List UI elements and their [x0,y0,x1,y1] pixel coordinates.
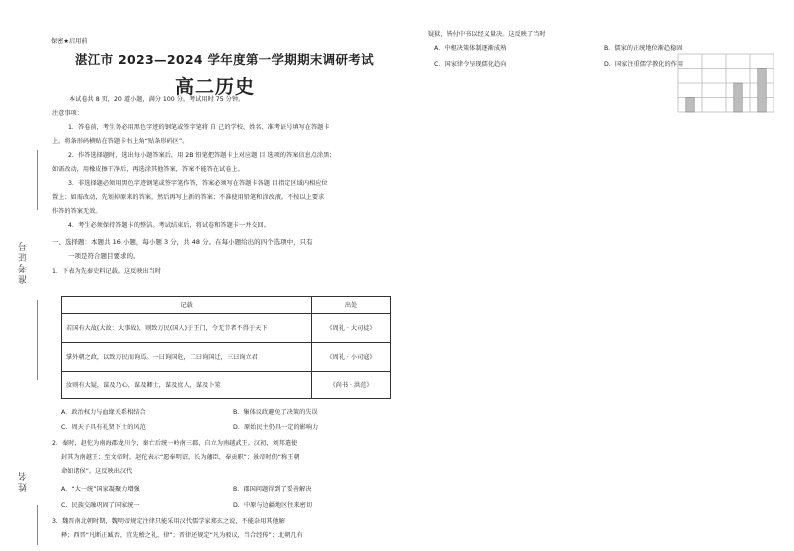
note-line: 如需改动，用橡皮擦干净后，再选涂其他答案，答案不能答在试卷上。 [52,166,244,173]
q3-option-a: A．中枢决策体制逐渐成熟 [434,45,507,52]
note-line: 置上；如需改动，先划掉原来的答案，然后再写上新的答案；不准使用铅笔和涂改液。不按以上要求 [52,194,325,201]
q3-option-b: B．儒家的正统地位渐趋稳固 [604,45,683,52]
section-heading: 一、选择题：本题共 16 小题，每小题 3 分，共 48 分。在每小题给出的四个选项中，只有 [52,238,313,246]
note-line: 3．非选择题必须用黑色字迹钢笔或签字笔作答，答案必须写在答题卡各题 目指定区域内相应位 [68,180,328,187]
q2-stem-line: 命如诸侯”。这反映出汉代 [61,468,133,475]
note-line: 上。将条形码横贴在答题卡右上角“贴条形码区”。 [52,138,189,145]
binding-line [37,150,38,210]
q2-stem-line: 封其为南越王；至文帝时，赵佗表示“愿奉明诏，长为藩臣，奉贡职”；景帝时仍“称王朝 [61,454,300,461]
table-cell-record: 掌外朝之政，以致万民而询焉。一曰询国危，二曰询国迁，三曰询立君 [62,343,312,372]
confidential-label: 保密★启用前 [51,38,88,45]
table-cell-source: 《尚书 · 洪范》 [312,372,391,399]
exam-number-line [37,300,38,380]
note-line: 作答的答案无效。 [52,208,102,215]
table-cell-source: 《周礼 · 大司徒》 [312,314,391,343]
table-cell-record: 若国有大故(大故：大事故)，则致万民(国人)于王门，令无节者不得于天下 [62,314,312,343]
exam-info: 本试卷共 8 页，20 道小题，满分 100 分。考试用时 75 分钟。 [69,96,245,103]
chart-bar [734,83,742,112]
q2-option-c: C．民族交融巩固了国家统一 [61,502,140,509]
table-header-record: 记载 [62,297,312,314]
q2-option-a: A．“大一统”国家凝聚力增强 [61,486,140,493]
table-row [62,372,391,399]
question-1-stem: 1．下表为先秦史料记载。这反映出当时 [52,268,162,275]
chart-bar [758,69,766,113]
q3-option-c: C．国家律令呈现儒化趋向 [434,61,507,68]
note-line: 2．作答选择题时，选出每小题答案后，用 2B 铅笔把答题卡上对应题 目 选项的答案信息点涂黑； [68,152,336,159]
subject-title: 高二历史 [175,76,256,98]
q1-option-d: D．原始民主仍具一定的影响力 [233,424,319,431]
note-line: 4．考生必须保持答题卡的整洁。考试结束后，将试卷和答题卡一并交回。 [68,222,270,229]
table-row [62,343,391,372]
chart-bar [686,98,694,113]
table-cell-source: 《周礼 · 小司寇》 [312,343,391,372]
q2-stem-line: 2．秦时，赵佗为南海郡龙川令，秦亡后统一岭南三郡，自立为南越武王。汉初，刘邦遣使 [52,440,298,447]
bar-chart [676,52,774,114]
q2-option-b: B．郡国问题得到了妥善解决 [233,486,312,493]
q1-option-c: C．周天子具有礼贤下士的风范 [61,424,146,431]
table-header-source: 出处 [312,297,391,314]
section-heading-cont: 一项是符合题目要求的。 [68,252,140,260]
q1-option-a: A．政治权力与血缘关系相结合 [61,409,146,416]
exam-number-label: 准考证号 [19,240,29,284]
q3-stem-continuation: 疑狱，皆付中书以经义量决。这反映了当时 [428,31,546,38]
note-line: 1．答卷前，考生务必用黑色字迹的钢笔或签字笔将 自 己的学校、姓名、准考证号填写在答题卡 [68,124,330,131]
name-line [37,505,38,545]
q3-stem-line: 释；西晋“凡断正臧否，宜先稽之礼、律”；晋律还规定“凡为驳议，当合经传”；北朝几有 [61,532,303,539]
q1-option-b: B．集体议政避免了决策的失误 [233,409,318,416]
notes-heading: 注意事项： [52,110,83,117]
table-cell-record: 汝则有大疑，谋及乃心，谋及卿士，谋及庶人，谋及卜筮 [62,372,312,399]
source-table [61,296,391,399]
table-header-row [62,297,391,314]
table-row [62,314,391,343]
q2-option-d: D．中原与边疆地区往来密切 [233,502,313,509]
q3-stem-line: 3．魏晋南北朝时期，魏明帝规定注律只能采用汉代儒学家郑玄之说，不能杂用其他解 [52,518,285,525]
q3-option-d: D．国家注重儒学教化的作用 [604,61,684,68]
name-label: 姓名 [19,470,29,492]
exam-title: 湛江市 2023—2024 学年度第一学期期末调研考试 [75,52,374,67]
